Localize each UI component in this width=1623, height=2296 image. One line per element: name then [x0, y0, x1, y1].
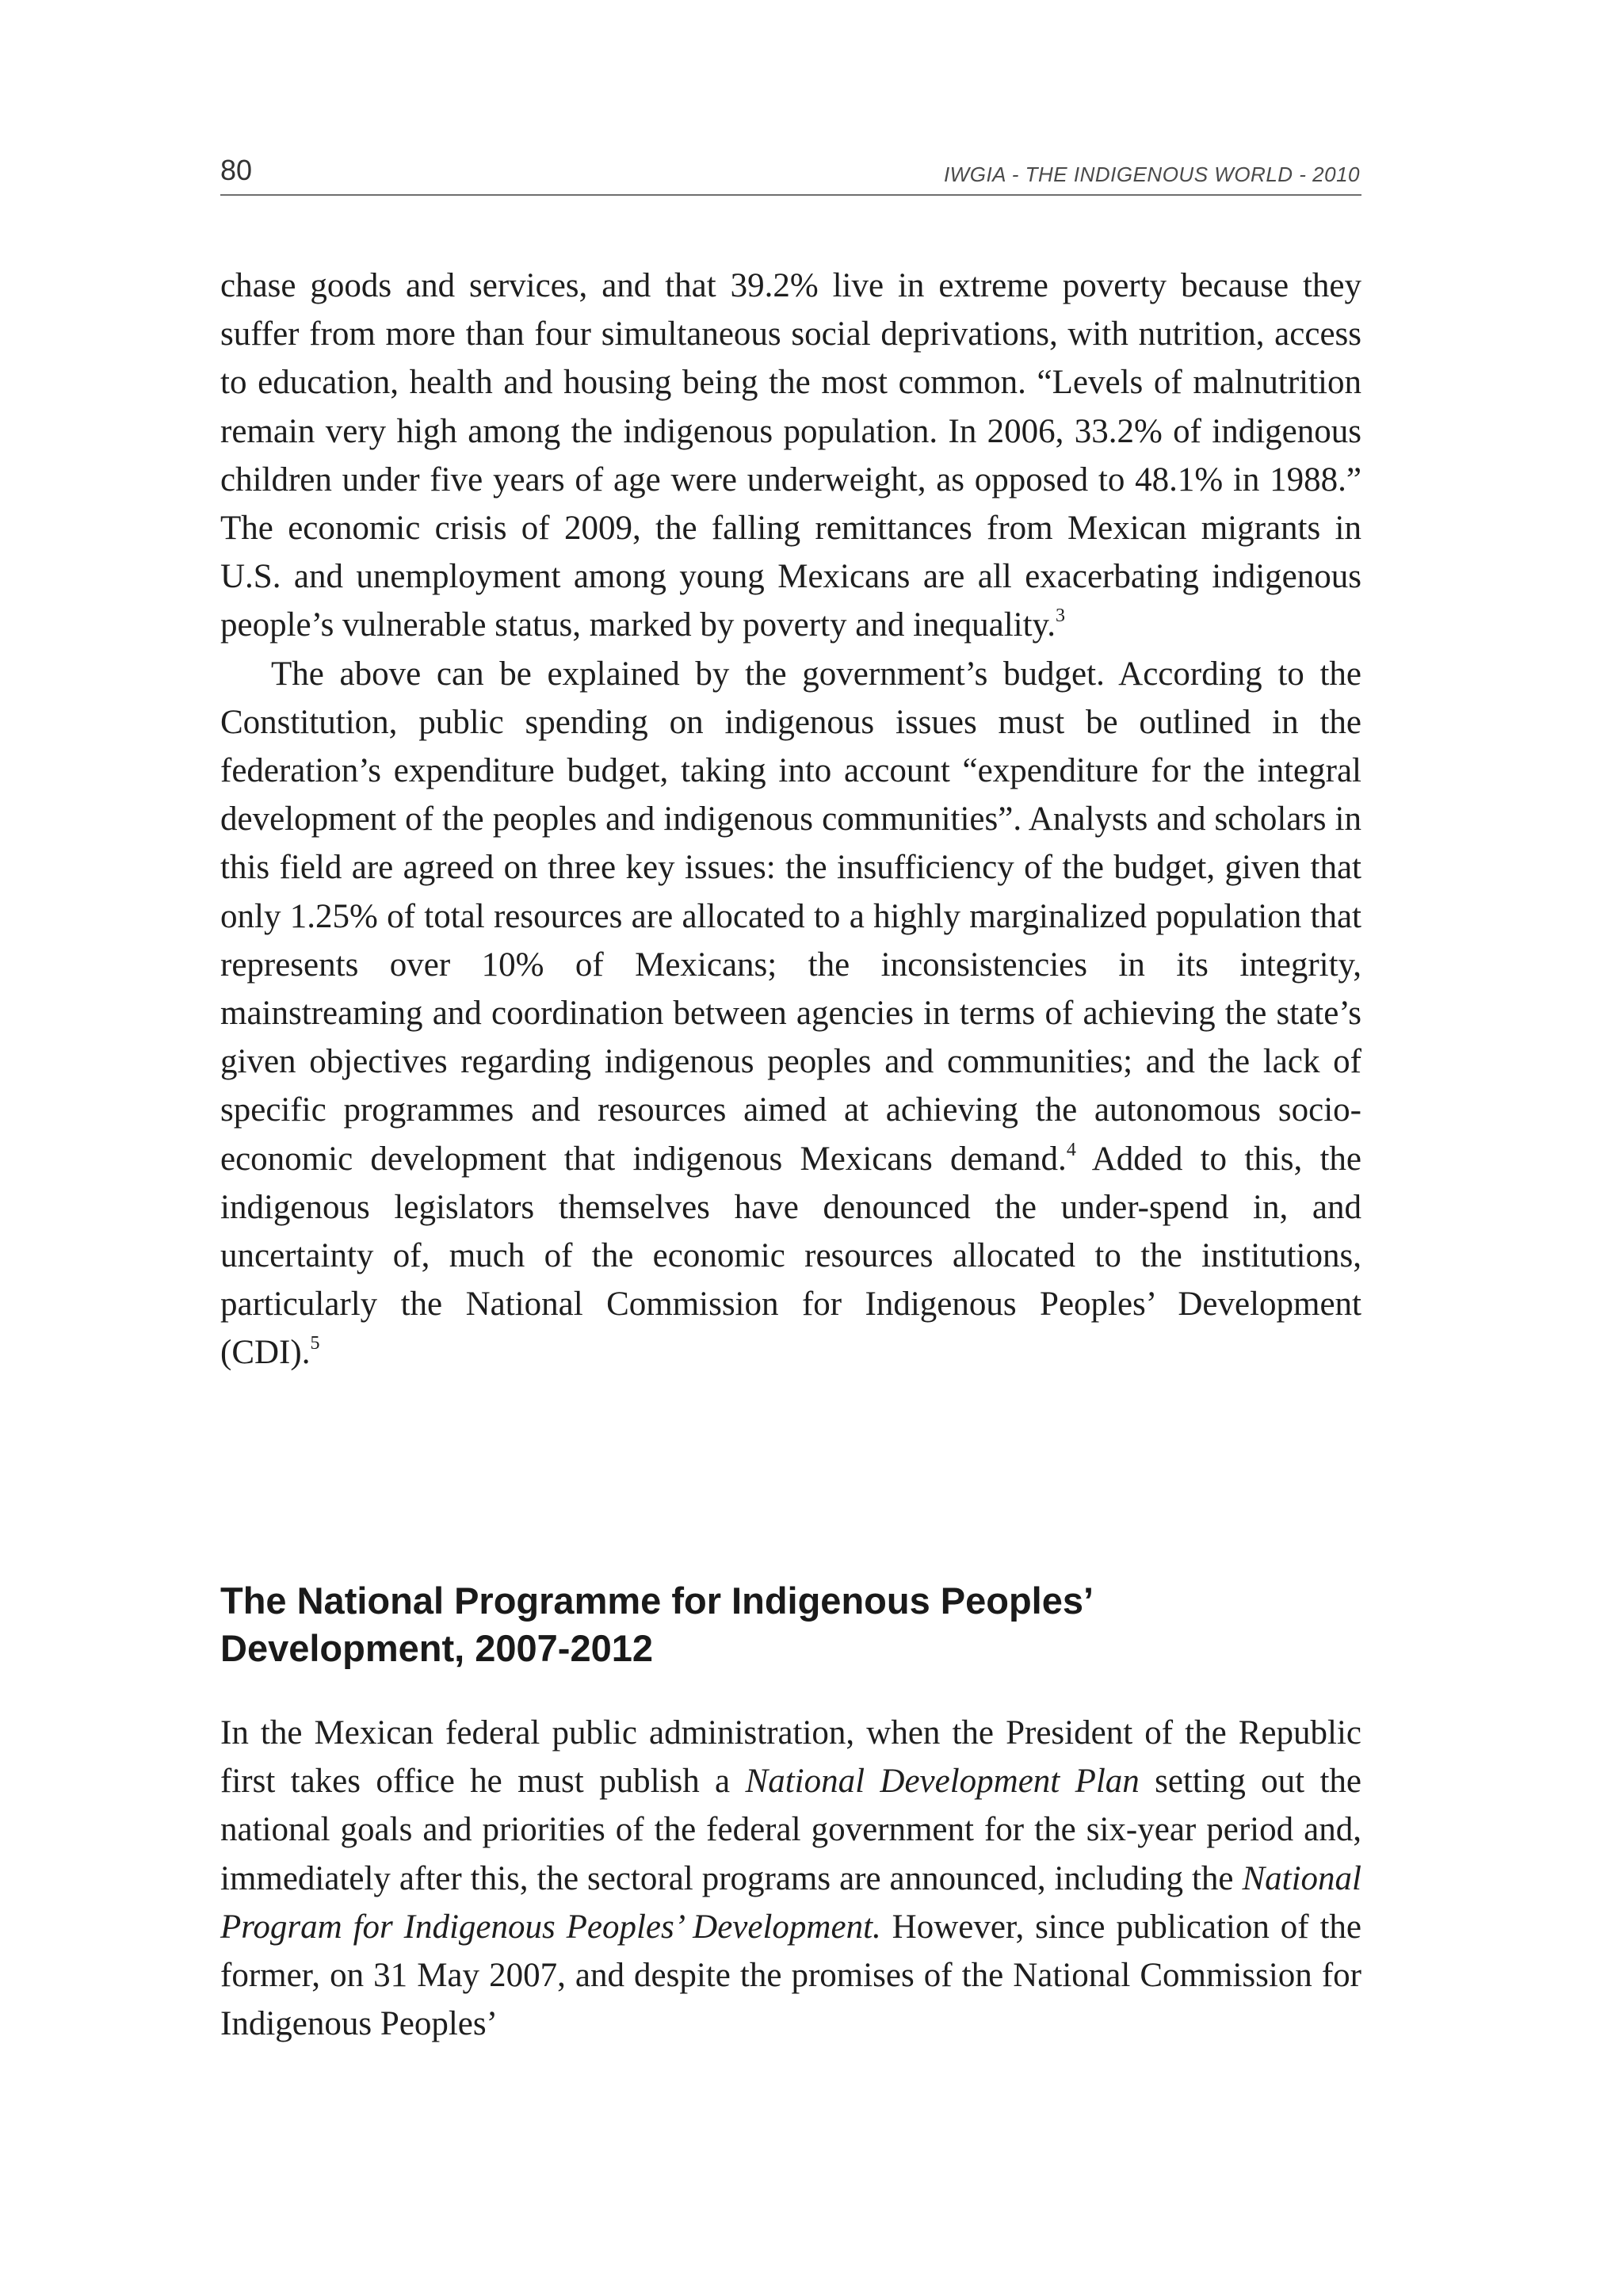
footnote-marker: 5 [310, 1333, 320, 1354]
paragraph-text: However, since publication of the former, on 31 May 2007, and despite the promises of the National Commission for Indigenous Peoples’ [220, 1908, 1361, 2043]
page-number: 80 [220, 154, 253, 186]
paragraph-text: The above can be explained by the government’s budget. According to the Constitution, public spending on indigenous issues must be outlined in the federation’s expenditure budget, taking into account “expenditure for the integral development of the peoples and indigenous communities”. Analysts and scholars in this field are agreed on three key issues: the insufficiency of the budget, given that only 1.25% of total resources are allocated to a highly marginalized population that represents over 10% of Mexicans; the inconsistencies in its integrity, mainstreaming and coordination between agencies in terms of achieving the state’s given objectives regarding indigenous peoples and communities; and the lack of specific programmes and resources aimed at achieving the autonomous socio-economic development that indigenous Mexicans demand. [220, 655, 1361, 1178]
footnote-marker: 4 [1066, 1139, 1076, 1160]
footnote-marker: 3 [1056, 606, 1066, 627]
section-heading-line: Development, 2007-2012 [220, 1627, 654, 1669]
paragraph-text: setting out the national goals and priorities of the federal government for the six-year period and, immediately after this, the sectoral programs are announced, including the [220, 1763, 1362, 1897]
paragraph-text: In the Mexican federal public administration, when the President of the Republic first takes office he must publish a [220, 1714, 1361, 1801]
paragraph-text: Added to this, the indigenous legislators themselves have denounced the under-spend in, and uncertainty of, much of the economic resources allocated to the institutions, particularly the National Commission for Indigenous Peoples’ Development (CDI). [220, 1140, 1361, 1372]
section-heading [220, 1577, 1361, 1672]
plan-title: National Development Plan [745, 1763, 1140, 1801]
section-body [220, 1709, 1361, 2048]
page-header [220, 155, 1361, 196]
running-title: IWGIA - THE INDIGENOUS WORLD - 2010 [943, 162, 1360, 186]
paragraph-text: chase goods and services, and that 39.2% live in extreme poverty because they suffer from more than four simultaneous social deprivations, with nutrition, access to education, health and housing being the most common. “Levels of malnutrition remain very high among the indigenous population. In 2006, 33.2% of indigenous children under five years of age were underweight, as opposed to 48.1% in 1988.” The economic crisis of 2009, the falling remittances from Mexican migrants in U.S. and unemployment among young Mexicans are all exacerbating indigenous people’s vulnerable status, marked by poverty and inequality. [220, 267, 1361, 644]
body-text-block [220, 262, 1361, 1377]
paragraph-national-plan [220, 1709, 1361, 2048]
section-heading-line: The National Programme for Indigenous Peoples’ [220, 1580, 1094, 1622]
paragraph-budget [220, 650, 1361, 1377]
program-title: National Program for Indigenous Peoples’ Development. [220, 1859, 1361, 1946]
paragraph-poverty [220, 262, 1361, 650]
